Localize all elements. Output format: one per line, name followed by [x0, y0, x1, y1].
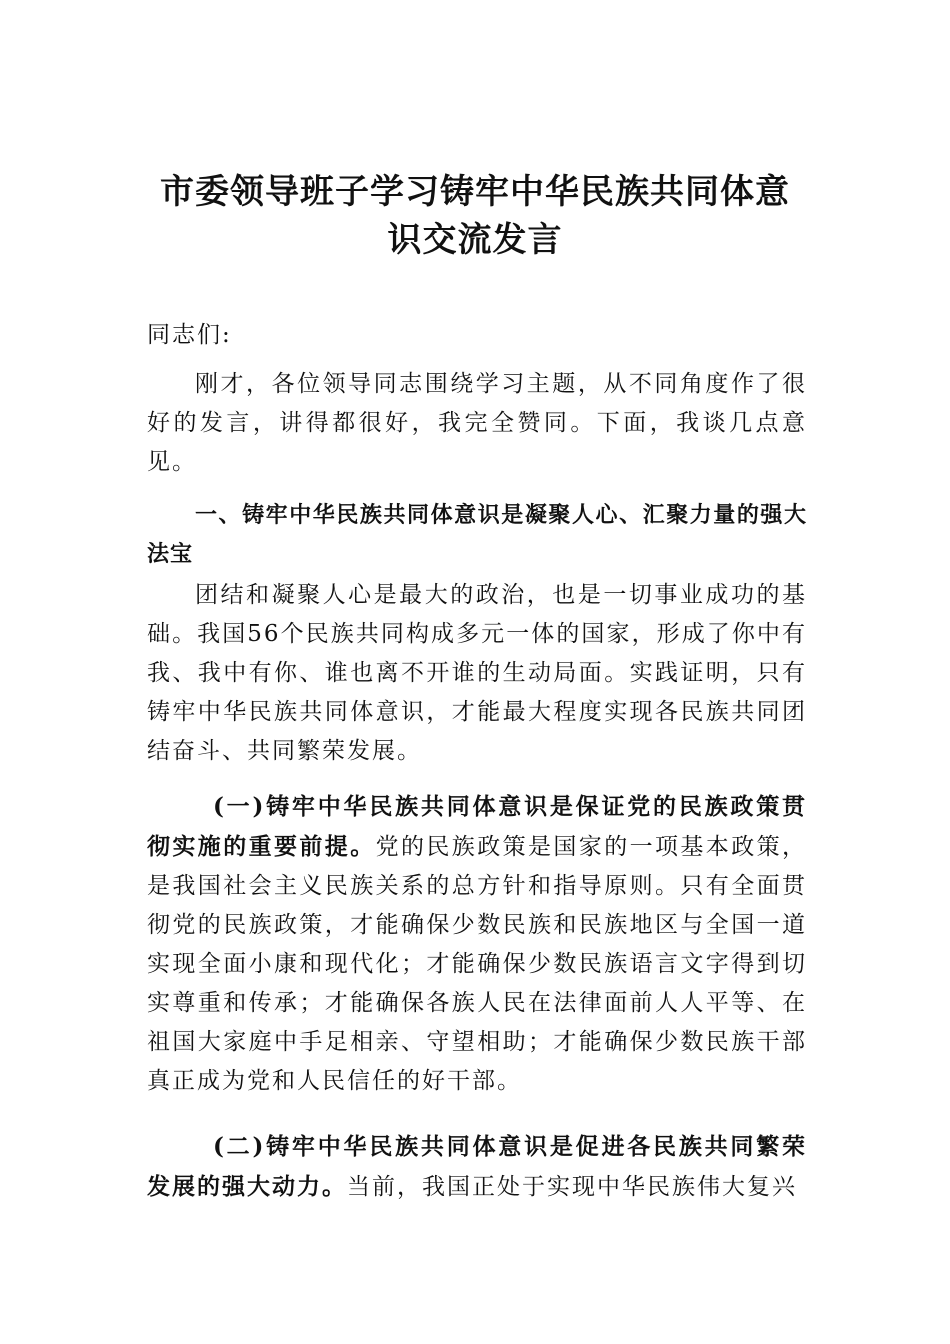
section-1-heading: 一、铸牢中华民族共同体意识是凝聚人心、汇聚力量的强大法宝 [147, 503, 807, 567]
subsection-2-lead: (二)铸牢中华民族共同体意识是促进各民族共同繁荣发展的强大动力。 [147, 1133, 807, 1200]
section-1-paragraph: 团结和凝聚人心是最大的政治，也是一切事业成功的基础。我国56个民族共同构成多元一体的国家，形成了你中有 我、我中有你、谁也离不开谁的生动局面。实践证明，只有 铸牢中华民族共同体意识，才能最大程度实现各民族共同团 结奋斗、共同繁荣发展。 [147, 582, 807, 764]
title-line-2: 识交流发言 [387, 220, 563, 260]
subsection-1-paragraph [147, 787, 807, 1101]
salutation: 同志们: [147, 322, 232, 348]
document-body [147, 316, 807, 1207]
title-line-1: 市委领导班子学习铸牢中华民族共同体意 [160, 172, 790, 212]
document-title [120, 168, 830, 264]
subsection-1-text: 党的民族政策是国家的一项基本政策，是我国社会主义民族关系的总方针和指导原则。只有全面贯彻党的民族政策，才能确保少数民族和民族地区与全国一道实现全面小康和现代化；才能确保少数民族语言文字得到切实尊重和传承；才能确保各族人民在法律面前人人平等、在祖国大家庭中手足相亲、守望相助；才能确保少数民族干部真正成为党和人民信任的好干部。 [147, 834, 808, 1094]
subsection-2-text: 当前，我国正处于实现中华民族伟大复兴 [347, 1174, 797, 1200]
subsection-2-paragraph [147, 1127, 807, 1207]
subsection-1-lead: (一)铸牢中华民族共同体意识是保证党的民族政策贯彻实施的重要前提。 [147, 793, 807, 860]
intro-paragraph: 刚才，各位领导同志围绕学习主题，从不同角度作了很好的发言，讲得都很好，我完全赞同。下面，我谈几点意见。 [147, 371, 807, 475]
